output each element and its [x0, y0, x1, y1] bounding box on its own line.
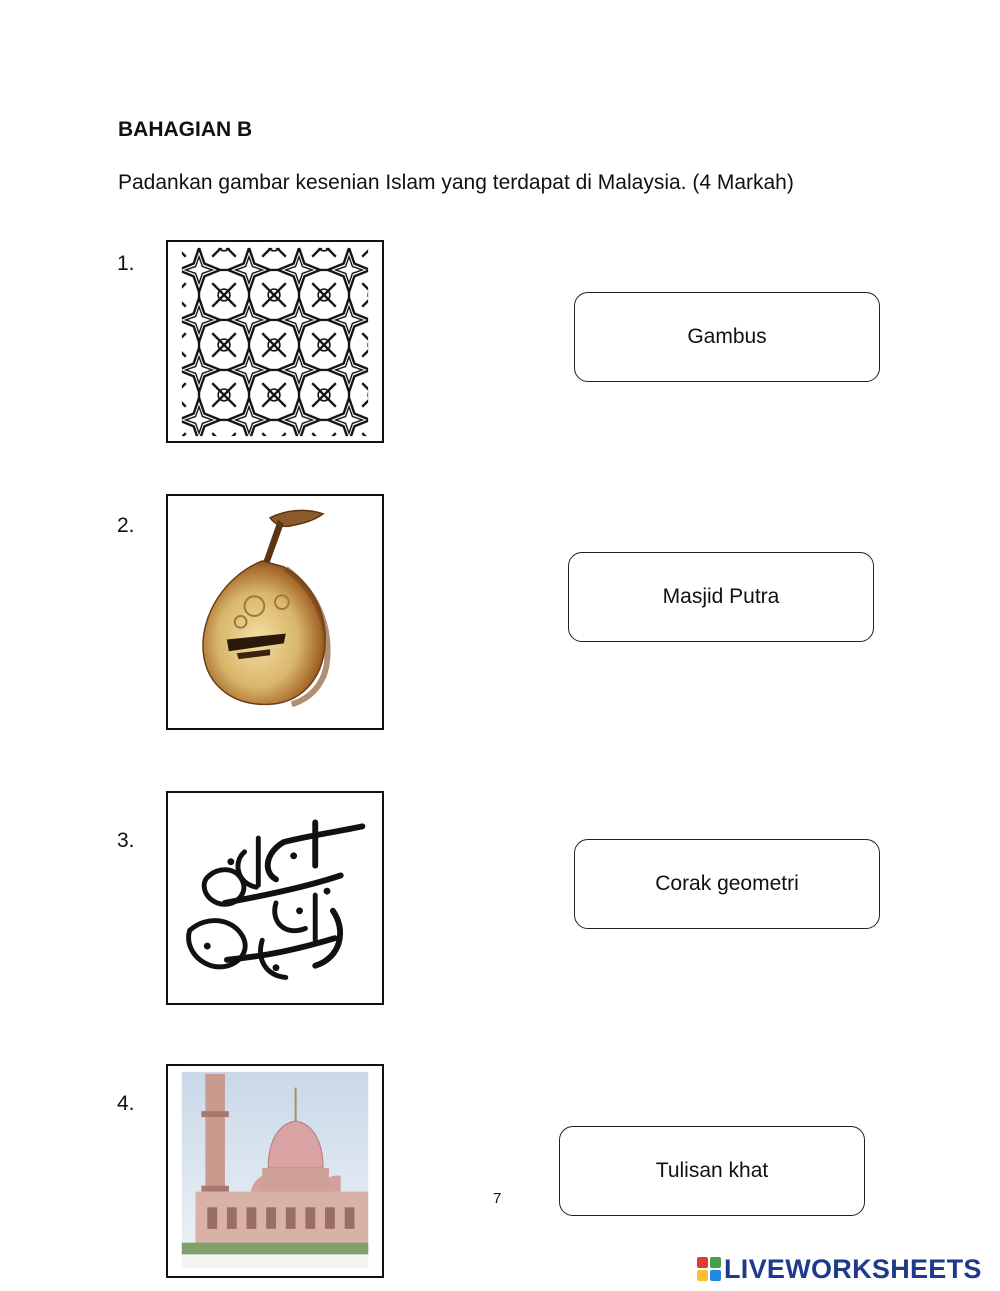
answer-box-gambus[interactable]: Gambus: [574, 292, 880, 382]
liveworksheets-logo: [697, 1252, 982, 1286]
calligraphy-image: [166, 791, 384, 1005]
logo-blocks-icon: [697, 1257, 721, 1281]
answer-box-corak-geometri[interactable]: Corak geometri: [574, 839, 880, 929]
item-number-3: 3.: [117, 829, 135, 852]
section-title: BAHAGIAN B: [118, 118, 253, 141]
mosque-image: [166, 1064, 384, 1278]
geometric-pattern-image: [166, 240, 384, 443]
geometric-pattern-icon: [168, 242, 382, 441]
oud-image: [166, 494, 384, 730]
item-number-1: 1.: [117, 252, 135, 275]
page-number: 7: [493, 1190, 502, 1207]
answer-box-masjid-putra[interactable]: Masjid Putra: [568, 552, 874, 642]
item-number-2: 2.: [117, 514, 135, 537]
instruction-text: Padankan gambar kesenian Islam yang terdapat di Malaysia. (4 Markah): [118, 171, 794, 194]
item-number-4: 4.: [117, 1092, 135, 1115]
arabic-calligraphy-icon: [168, 793, 382, 1003]
answer-box-tulisan-khat[interactable]: Tulisan khat: [559, 1126, 865, 1216]
logo-text: LIVEWORKSHEETS: [724, 1253, 982, 1284]
mosque-icon: [168, 1066, 382, 1276]
oud-icon: [168, 496, 382, 728]
